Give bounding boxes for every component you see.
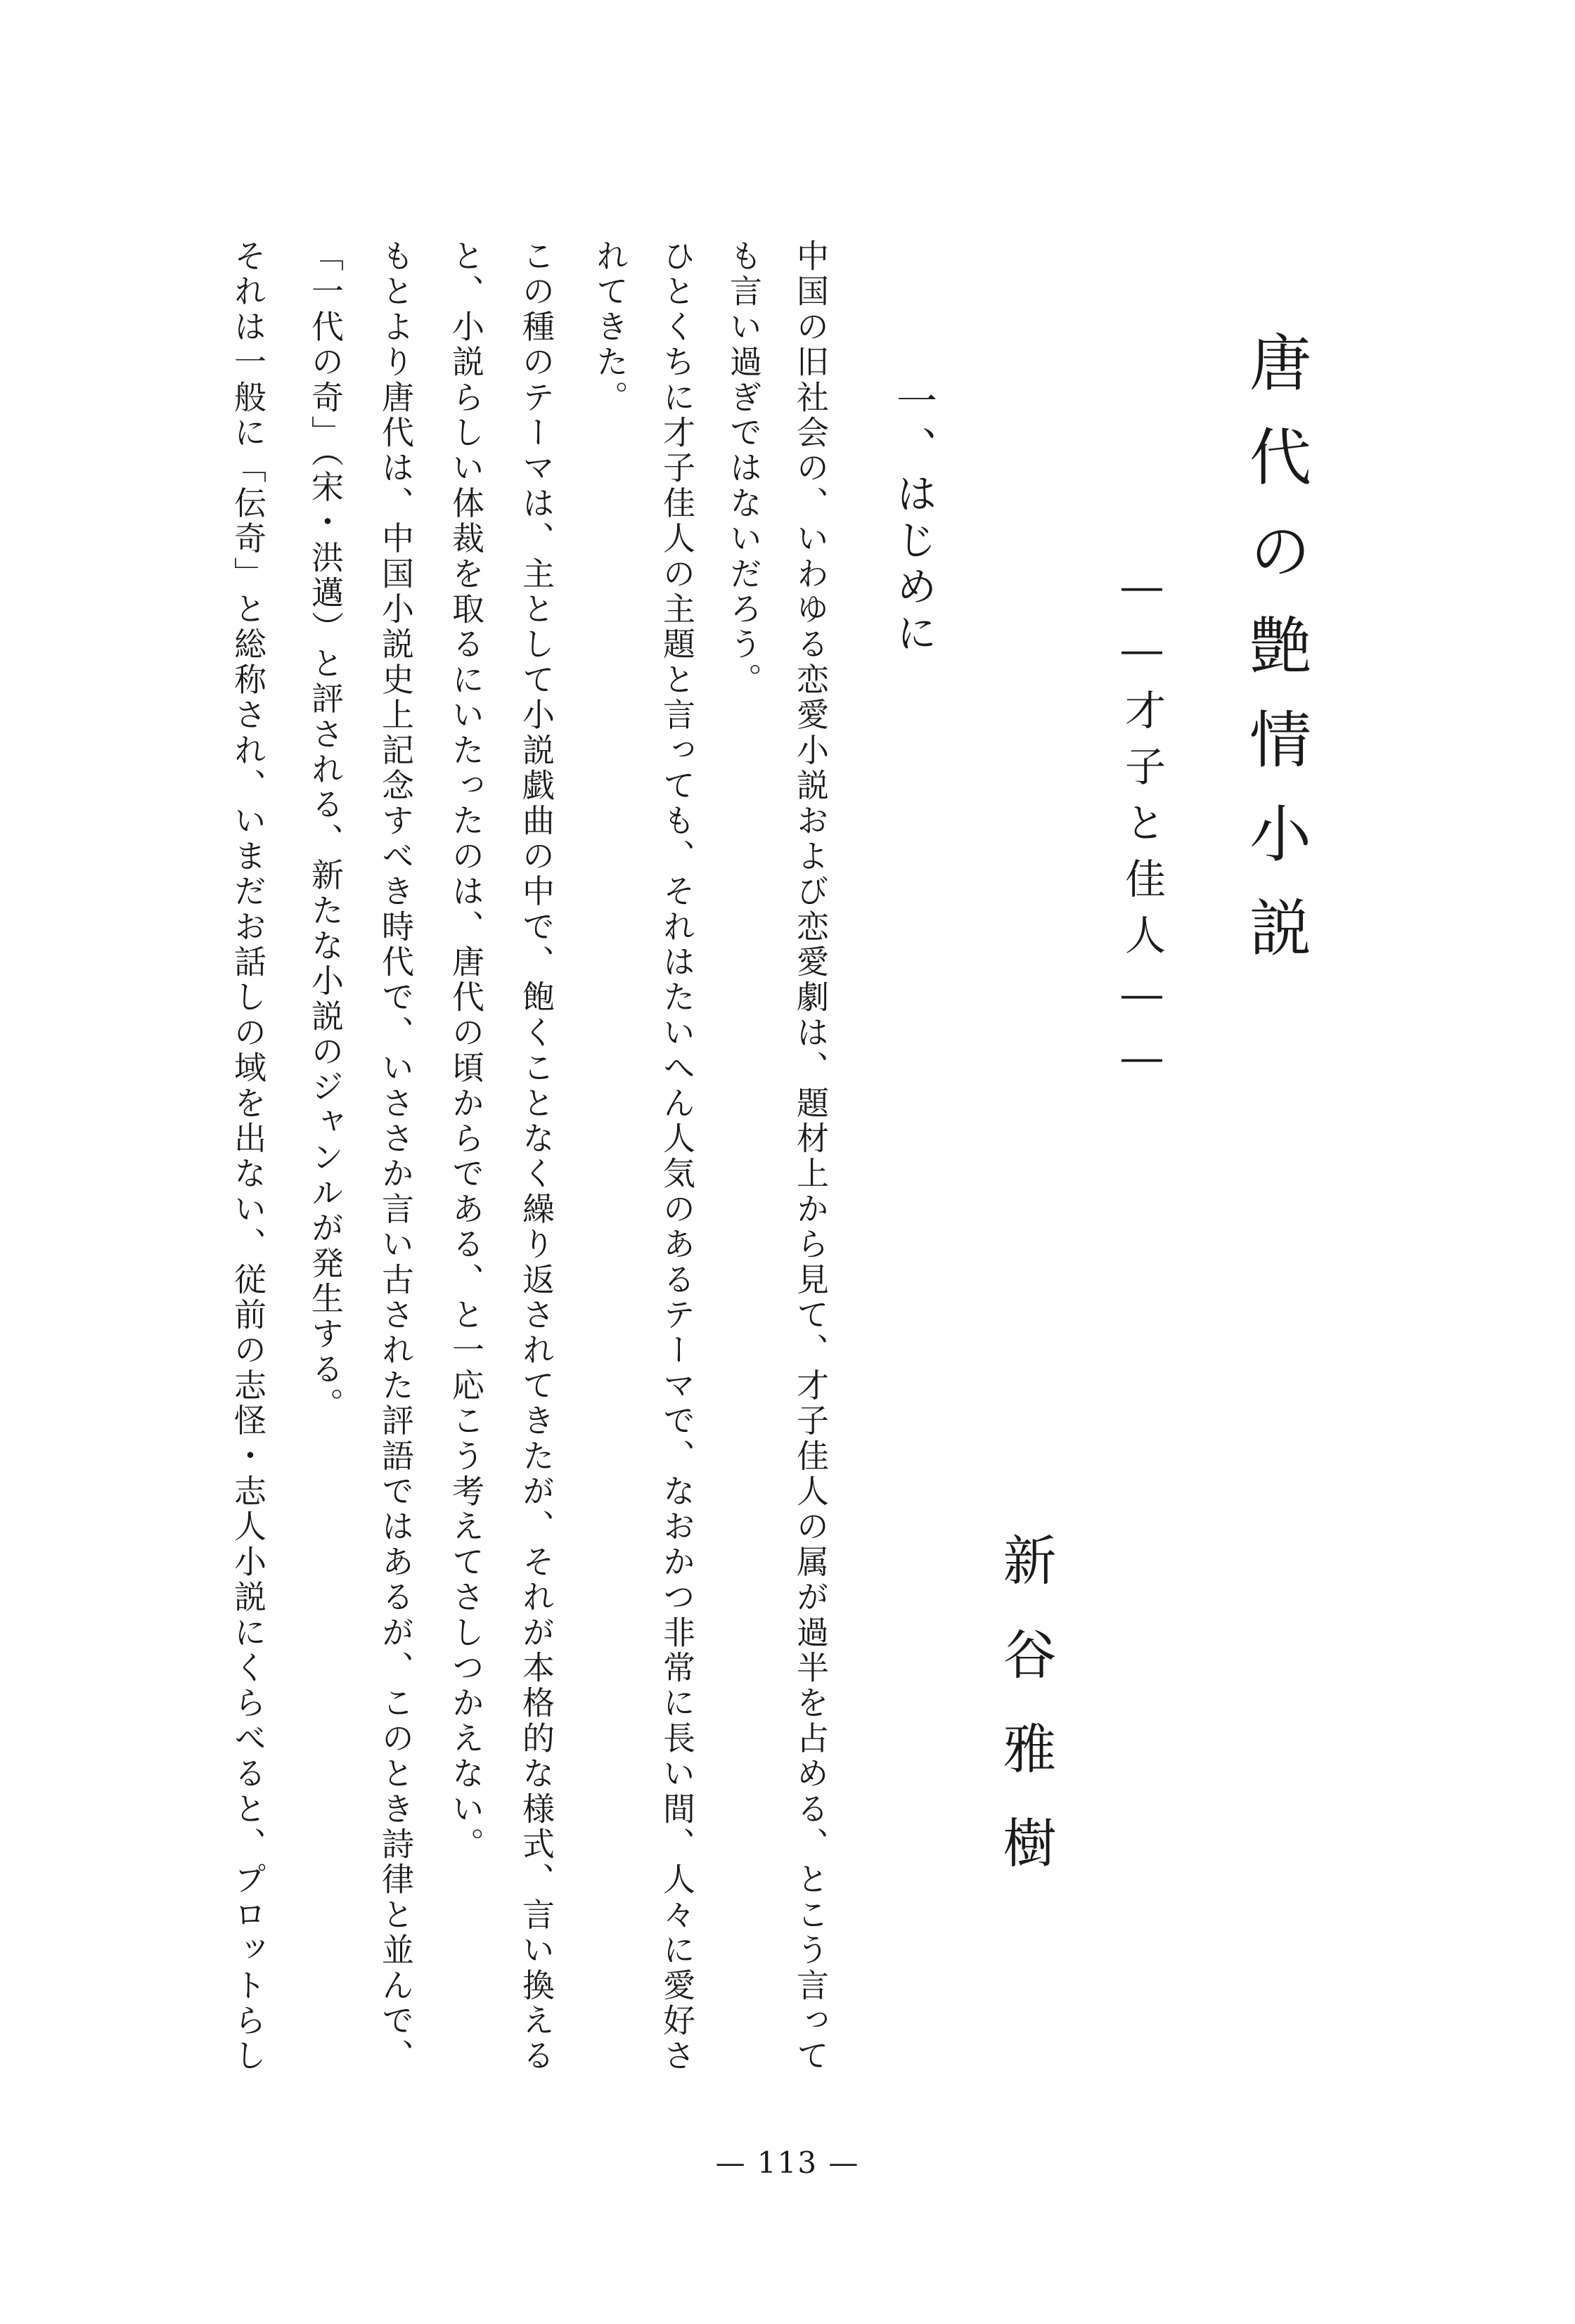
body-column-4: れてきた。 bbox=[591, 239, 629, 415]
page-number: — 113 — bbox=[715, 2145, 860, 2180]
body-column-7: もとより唐代は、中国小説史上記念すべき時代で、いささか言い古された評語ではあるが、このとき詩律と並んで、 bbox=[377, 239, 415, 2074]
body-column-8: 「一代の奇」（宋・洪邁）と評される、新たな小説のジャンルが発生する。 bbox=[307, 239, 345, 1423]
body-column-6: と、小説らしい体裁を取るにいたったのは、唐代の頃からである、と一応こう考えてさしつかえない。 bbox=[447, 239, 485, 1863]
paper-title: 唐代の艶情小説 bbox=[1240, 330, 1312, 990]
body-column-9: それは一般に「伝奇」と総称され、いまだお話しの域を出ない、従前の志怪・志人小説にくらべると、プロットらし bbox=[229, 239, 267, 2074]
body-column-3: ひとくちに才子佳人の主題と言っても、それはたいへん人気のあるテーマで、なおかつ非常に長い間、人々に愛好さ bbox=[658, 239, 696, 2074]
body-column-5: この種のテーマは、主として小説戯曲の中で、飽くことなく繰り返されてきたが、それが本格的な様式、言い換える bbox=[518, 239, 555, 2074]
section-heading: 一、はじめに bbox=[889, 380, 937, 658]
body-column-1: 中国の旧社会の、いわゆる恋愛小説および恋愛劇は、題材上から見て、才子佳人の属が過半を占める、とこう言って bbox=[792, 239, 830, 2074]
author-name: 新谷雅樹 bbox=[994, 1532, 1057, 1909]
body-column-2: も言い過ぎではないだろう。 bbox=[725, 239, 763, 698]
paper-subtitle: ――才子と佳人―― bbox=[1118, 562, 1166, 1097]
